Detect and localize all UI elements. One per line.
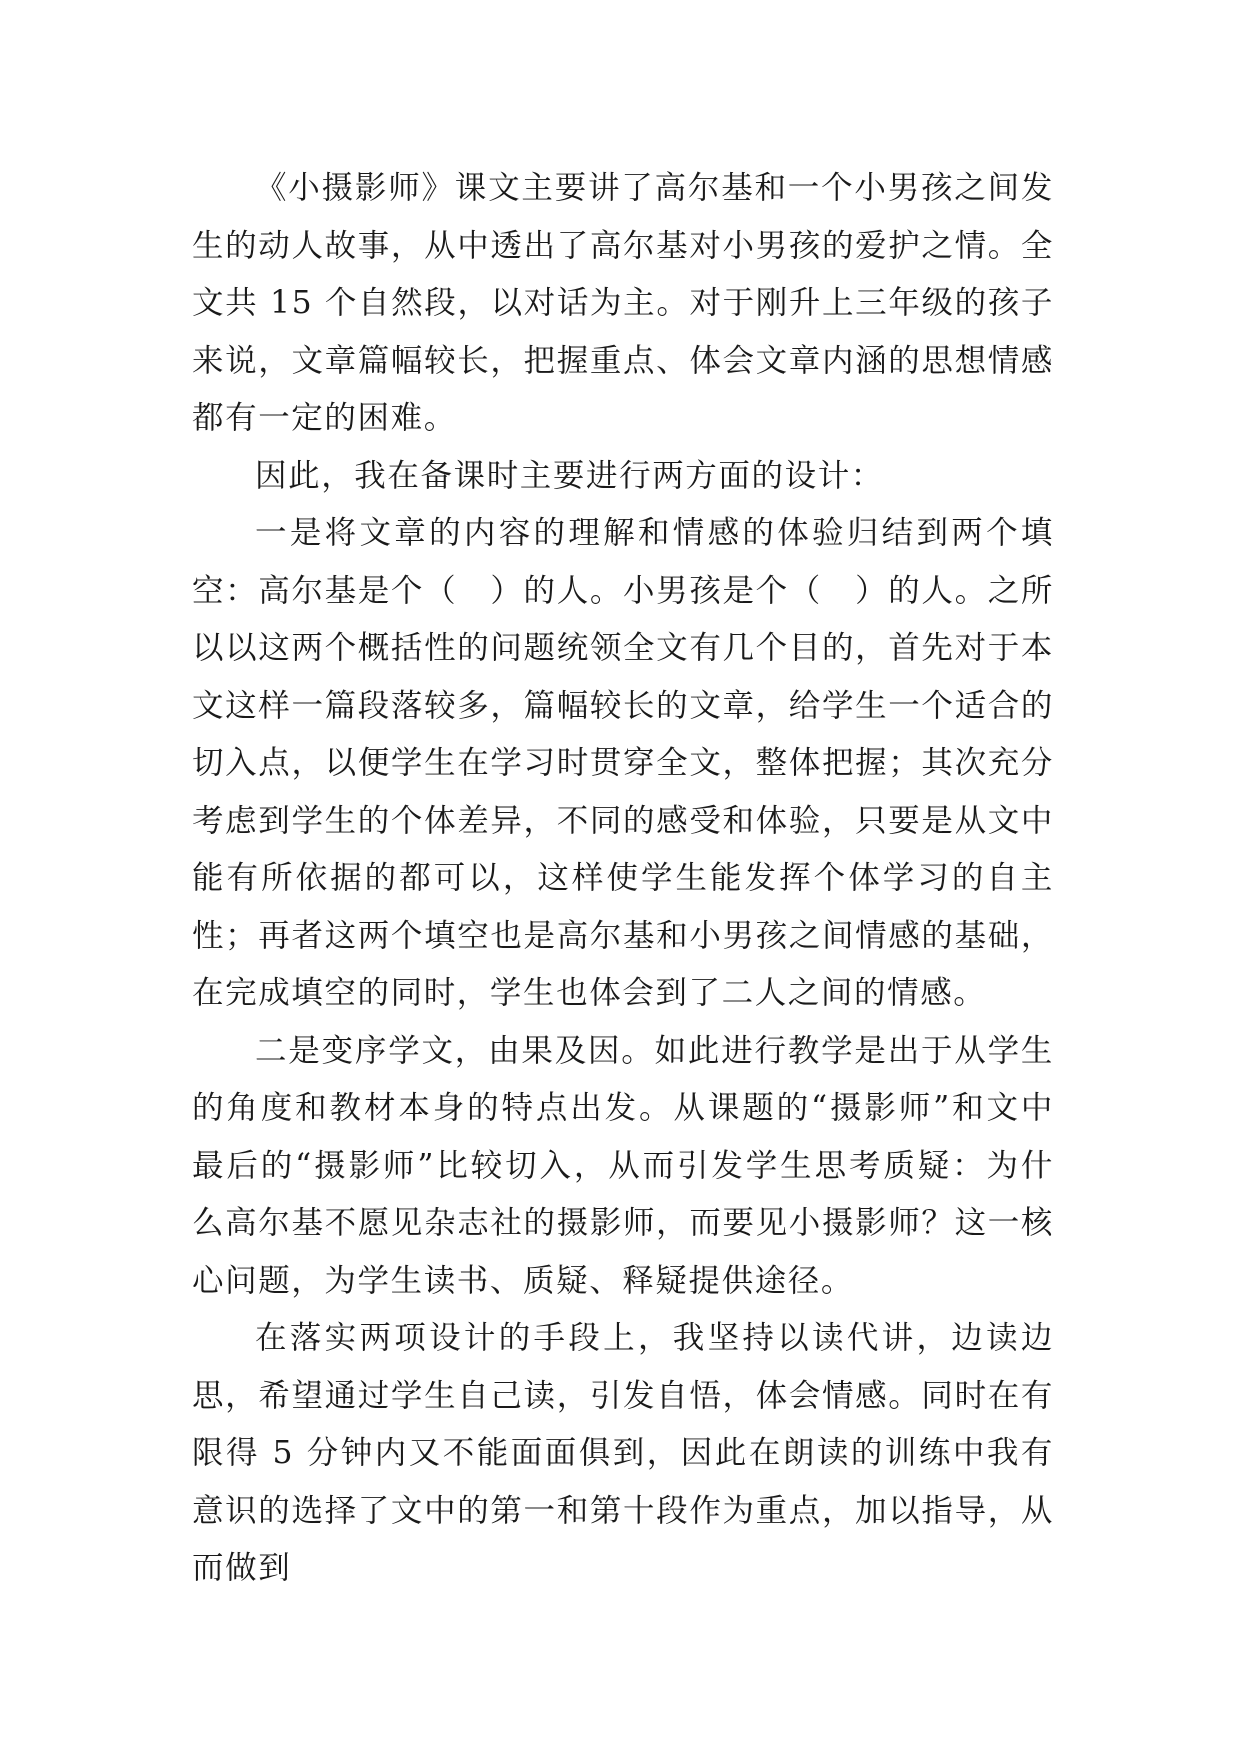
paragraph-design-two: 二是变序学文，由果及因。如此进行教学是出于从学生的角度和教材本身的特点出发。从课题的“摄影师”和文中最后的“摄影师”比较切入，从而引发学生思考质疑：为什么高尔基不愿见杂志社的摄影师，而要见小摄影师？这一核心问题，为学生读书、质疑、释疑提供途径。 — [192, 1032, 1054, 1299]
paragraph-design-one: 一是将文章的内容的理解和情感的体验归结到两个填空：高尔基是个（ ）的人。小男孩是个（ ）的人。之所以以这两个概括性的问题统领全文有几个目的，首先对于本文这样一篇段落较多，篇幅较长的文章，给学生一个适合的切入点，以便学生在学习时贯穿全文，整体把握；其次充分考虑到学生的个体差异，不同的感受和体验，只要是从文中能有所依据的都可以，这样使学生能发挥个体学习的自主性；再者这两个填空也是高尔基和小男孩之间情感的基础，在完成填空的同时，学生也体会到了二人之间的情感。 — [192, 515, 1054, 1011]
paragraph-intro: 《小摄影师》课文主要讲了高尔基和一个小男孩之间发生的动人故事，从中透出了高尔基对小男孩的爱护之情。全文共 15 个自然段，以对话为主。对于刚升上三年级的孩子来说，文章篇幅较长，把握重点、体会文章内涵的思想情感都有一定的困难。 — [192, 170, 1054, 436]
paragraph-design-overview: 因此，我在备课时主要进行两方面的设计： — [255, 457, 884, 494]
body-text — [192, 160, 1054, 1598]
paragraph-method: 在落实两项设计的手段上，我坚持以读代讲，边读边思，希望通过学生自己读，引发自悟，体会情感。同时在有限得 5 分钟内又不能面面俱到，因此在朗读的训练中我有意识的选择了文中的第一和第十段作为重点，加以指导，从而做到 — [192, 1320, 1054, 1586]
